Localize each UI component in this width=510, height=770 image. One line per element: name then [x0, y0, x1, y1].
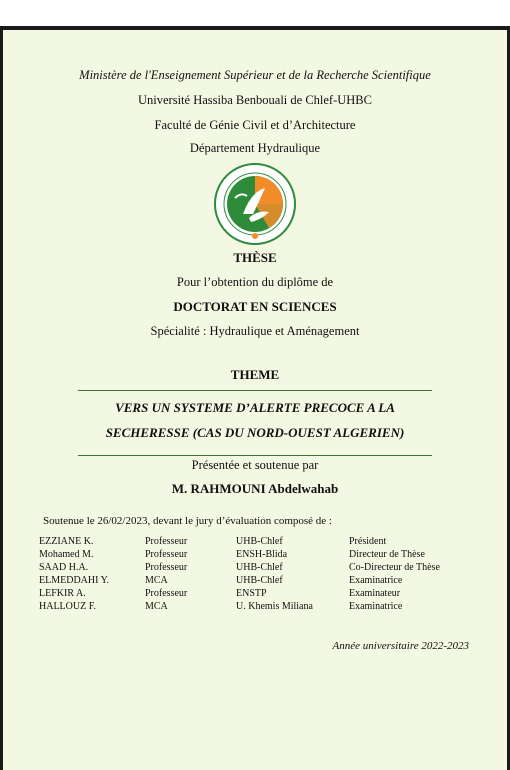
jury-name: EZZIANE K.: [39, 536, 94, 547]
top-bar: [0, 0, 510, 26]
jury-row: [3, 536, 507, 549]
divider-top: [78, 390, 432, 391]
jury-role: Directeur de Thèse: [349, 549, 425, 560]
jury-row: [3, 601, 507, 614]
jury-name: Mohamed M.: [39, 549, 94, 560]
jury-grade: Professeur: [145, 549, 188, 560]
divider-bottom: [78, 455, 432, 456]
academic-year: Année universitaire 2022-2023: [332, 640, 469, 652]
jury-role: Examinatrice: [349, 601, 403, 612]
thesis-purpose: Pour l’obtention du diplôme de: [176, 275, 334, 289]
jury-institution: UHB-Chlef: [236, 575, 283, 586]
jury-institution: UHB-Chlef: [236, 562, 283, 573]
degree: DOCTORAT EN SCIENCES: [173, 299, 337, 314]
jury-grade: Professeur: [145, 562, 188, 573]
jury-institution: ENSH-Blida: [236, 549, 288, 560]
jury-role: Co-Directeur de Thèse: [349, 562, 440, 573]
jury-name: SAAD H.A.: [39, 562, 89, 573]
jury-institution: U. Khemis Miliana: [236, 601, 313, 612]
jury-role: Examinateur: [349, 588, 401, 599]
jury-name: ELMEDDAHI Y.: [39, 575, 109, 586]
jury-row: [3, 562, 507, 575]
jury-grade: MCA: [145, 575, 168, 586]
jury-name: HALLOUZ F.: [39, 601, 96, 612]
specialty: Spécialité : Hydraulique et Aménagement: [150, 324, 360, 338]
jury-row: [3, 575, 507, 588]
faculty-line: Faculté de Génie Civil et d’Architecture: [154, 118, 356, 132]
thesis-title-line2: SECHERESSE (CAS DU NORD-OUEST ALGERIEN): [105, 425, 405, 440]
jury-role: Président: [349, 536, 387, 547]
ministry-line: Ministère de l'Enseignement Supérieur et de la Recherche Scientifique: [79, 68, 431, 82]
jury-row: [3, 588, 507, 601]
department-line: Département Hydraulique: [189, 141, 321, 155]
thesis-title-line1: VERS UN SYSTEME D’ALERTE PRECOCE A LA: [115, 400, 395, 415]
document-page: [0, 26, 510, 770]
jury-row: [3, 549, 507, 562]
jury-institution: UHB-Chlef: [236, 536, 283, 547]
jury-institution: ENSTP: [236, 588, 267, 599]
university-logo: [213, 162, 297, 246]
jury-grade: Professeur: [145, 588, 188, 599]
author-name: M. RAHMOUNI Abdelwahab: [171, 481, 339, 496]
theme-label: THEME: [230, 367, 280, 382]
thesis-type: THÈSE: [233, 250, 277, 265]
jury-name: LEFKIR A.: [39, 588, 86, 599]
presented-by: Présentée et soutenue par: [191, 458, 319, 472]
jury-grade: MCA: [145, 601, 168, 612]
jury-grade: Professeur: [145, 536, 188, 547]
university-line: Université Hassiba Benbouali de Chlef-UHBC: [138, 93, 372, 107]
defense-statement: Soutenue le 26/02/2023, devant le jury d’évaluation composé de :: [43, 515, 332, 527]
jury-role: Examinatrice: [349, 575, 403, 586]
